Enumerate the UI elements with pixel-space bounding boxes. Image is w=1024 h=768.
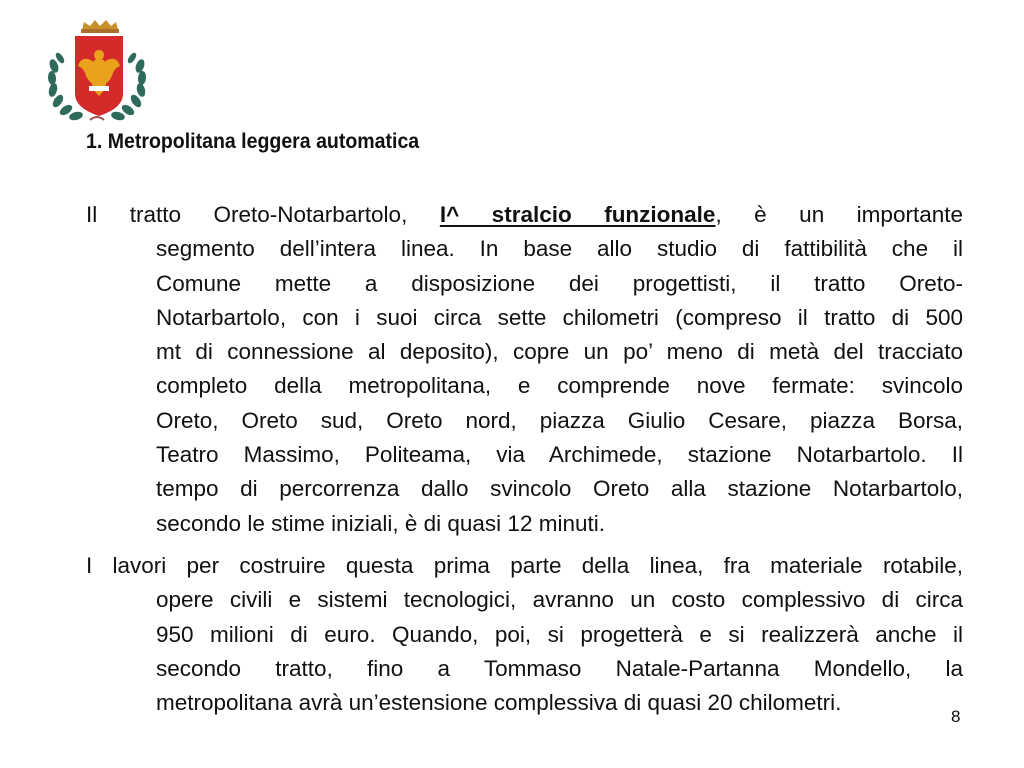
emphasized-phrase: I^ stralcio funzionale	[439, 202, 716, 227]
paragraph-line: completo della metropolitana, e comprende nove fermate: svincolo	[156, 373, 963, 399]
paragraph-line: Notarbartolo, con i suoi circa sette chilometri (compreso il tratto di 500	[156, 304, 963, 330]
paragraph-2	[86, 549, 963, 720]
paragraph-line: segmento dell’intera linea. In base allo studio di fattibilità che il	[156, 236, 963, 262]
paragraph-line: opere civili e sistemi tecnologici, avranno un costo complessivo di circa	[156, 587, 963, 613]
paragraph-line: Teatro Massimo, Politeama, via Archimede, stazione Notarbartolo. Il	[156, 442, 963, 468]
paragraph-line: secondo le stime iniziali, è di quasi 12 minuti.	[156, 510, 605, 536]
paragraph-line: Oreto, Oreto sud, Oreto nord, piazza Giulio Cesare, piazza Borsa,	[156, 407, 963, 433]
page-number: 8	[951, 707, 961, 726]
text-span: Il tratto Oreto-Notarbartolo,	[86, 202, 408, 227]
coat-of-arms-logo	[44, 16, 154, 128]
coat-of-arms-icon	[44, 16, 154, 128]
paragraph-line: I lavori per costruire questa prima parte della linea, fra materiale rotabile,	[86, 553, 963, 578]
paragraph-line: secondo tratto, fino a Tommaso Natale-Partanna Mondello, la	[156, 655, 963, 681]
paragraph-line: mt di connessione al deposito), copre un po’ meno di metà del tracciato	[156, 339, 963, 365]
paragraph-line: metropolitana avrà un’estensione complessiva di quasi 20 chilometri.	[156, 690, 842, 716]
slide-title: 1. Metropolitana leggera automatica	[86, 130, 420, 153]
paragraph-line: 950 milioni di euro. Quando, poi, si progetterà e si realizzerà anche il	[156, 621, 963, 647]
paragraph-line: Comune mette a disposizione dei progettisti, il tratto Oreto-	[156, 270, 963, 296]
paragraph-1	[86, 198, 963, 541]
paragraph-line	[86, 198, 963, 232]
text-span: , è un importante	[715, 202, 963, 227]
paragraph-line: tempo di percorrenza dallo svincolo Oreto alla stazione Notarbartolo,	[156, 476, 963, 502]
